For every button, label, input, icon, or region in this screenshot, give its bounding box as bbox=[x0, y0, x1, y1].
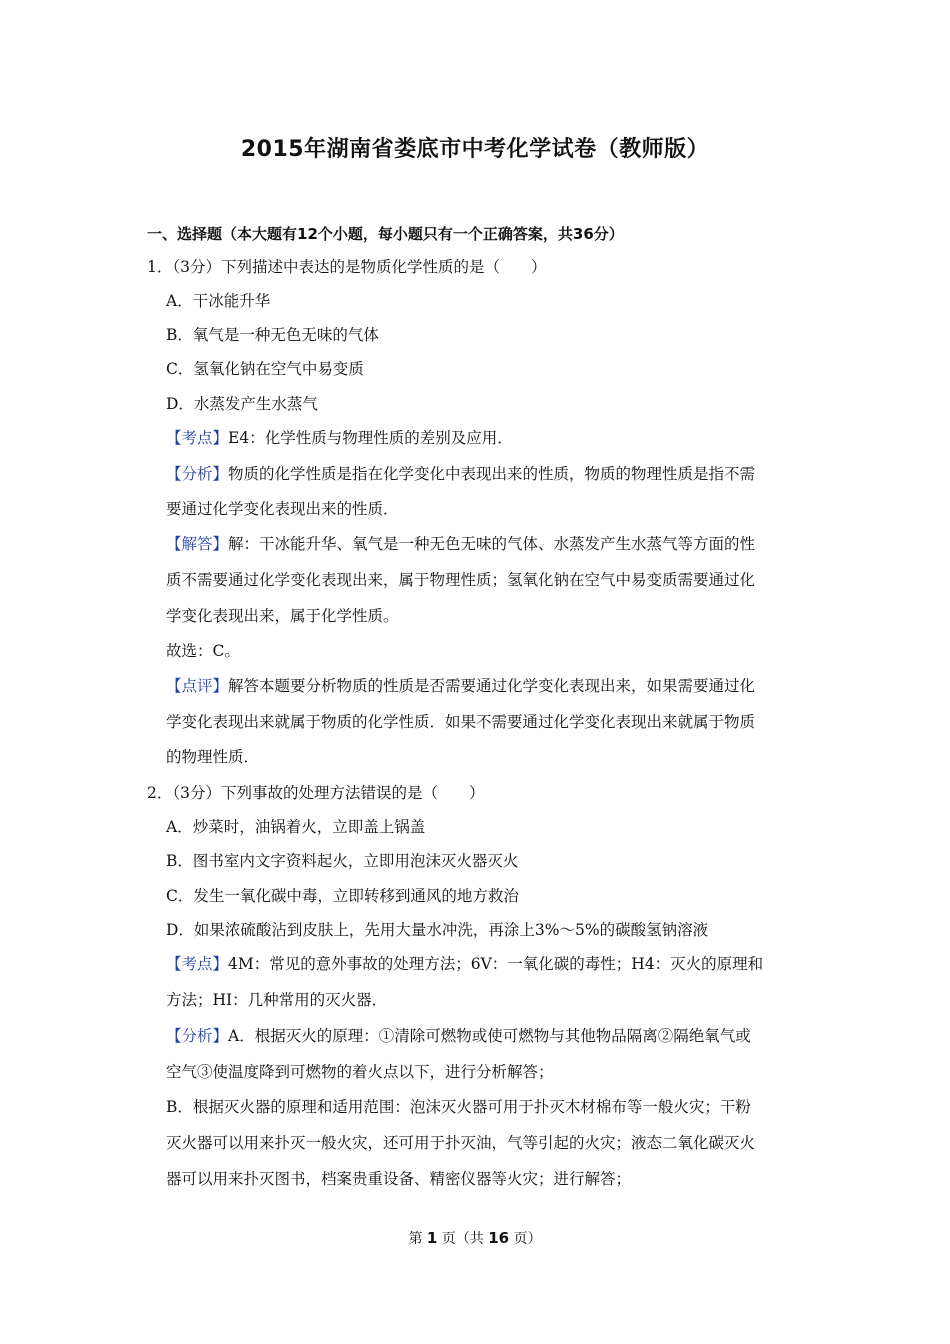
question-2-option-d: D．如果浓硫酸沾到皮肤上，先用大量水冲洗，再涂上3%～5%的碳酸氢钠溶液 bbox=[166, 921, 709, 939]
fenxi-tag: 【分析】 bbox=[166, 465, 229, 483]
fenxi-text: A．根据灭火的原理：①清除可燃物或使可燃物与其他物品隔离②隔绝氧气或 bbox=[228, 1027, 751, 1045]
dianping-text: 解答本题要分析物质的性质是否需要通过化学变化表现出来，如果需要通过化 bbox=[228, 677, 756, 695]
footer-suffix: 页） bbox=[509, 1231, 542, 1247]
section-heading: 一、选择题（本大题有12个小题，每小题只有一个正确答案，共36分） bbox=[147, 225, 624, 243]
question-2-stem: 2．（3分）下列事故的处理方法错误的是（ ） bbox=[147, 784, 485, 802]
page-total: 16 bbox=[488, 1229, 510, 1247]
question-1-jieda-cont-1: 质不需要通过化学变化表现出来，属于物理性质；氢氧化钠在空气中易变质需要通过化 bbox=[166, 571, 756, 589]
question-1-fenxi-cont: 要通过化学变化表现出来的性质． bbox=[166, 500, 399, 518]
fenxi-tag: 【分析】 bbox=[166, 1027, 229, 1045]
question-1-jieda bbox=[166, 533, 755, 555]
page-title: 2015年湖南省娄底市中考化学试卷（教师版） bbox=[240, 137, 710, 162]
question-2-kaodian bbox=[166, 953, 763, 975]
question-2-option-c: C．发生一氧化碳中毒，立即转移到通风的地方救治 bbox=[166, 887, 519, 905]
question-2-kaodian-cont: 方法；HI：几种常用的灭火器． bbox=[166, 991, 388, 1009]
page-footer bbox=[0, 1228, 950, 1248]
jieda-text: 解：干冰能升华、氧气是一种无色无味的气体、水蒸发产生水蒸气等方面的性 bbox=[228, 535, 756, 553]
footer-middle: 页（共 bbox=[437, 1231, 489, 1247]
question-1-fenxi bbox=[166, 463, 755, 485]
question-1-answer: 故选：C。 bbox=[166, 642, 240, 660]
question-2-fenxi-cont-2: B．根据灭火器的原理和适用范围：泡沫灭火器可用于扑灭木材棉布等一般火灾；干粉 bbox=[166, 1098, 751, 1116]
fenxi-text: 物质的化学性质是指在化学变化中表现出来的性质，物质的物理性质是指不需 bbox=[228, 465, 756, 483]
kaodian-text: E4：化学性质与物理性质的差别及应用． bbox=[228, 429, 513, 447]
kaodian-tag: 【考点】 bbox=[166, 429, 229, 447]
dianping-tag: 【点评】 bbox=[166, 677, 229, 695]
question-2-option-b: B．图书室内文字资料起火，立即用泡沫灭火器灭火 bbox=[166, 852, 519, 870]
footer-prefix: 第 bbox=[408, 1231, 427, 1247]
page-number: 1 bbox=[426, 1229, 438, 1247]
question-2-fenxi-cont-4: 器可以用来扑灭图书，档案贵重设备、精密仪器等火灾；进行解答； bbox=[166, 1170, 632, 1188]
question-1-dianping bbox=[166, 675, 755, 697]
question-1-kaodian bbox=[166, 427, 513, 449]
question-1-stem: 1．（3分）下列描述中表达的是物质化学性质的是（ ） bbox=[147, 258, 547, 276]
question-2-fenxi-cont-3: 灭火器可以用来扑灭一般火灾，还可用于扑灭油，气等引起的火灾；液态二氧化碳灭火 bbox=[166, 1134, 756, 1152]
question-1-option-c: C．氢氧化钠在空气中易变质 bbox=[166, 360, 364, 378]
question-1-option-d: D．水蒸发产生水蒸气 bbox=[166, 395, 318, 413]
question-2-option-a: A．炒菜时，油锅着火，立即盖上锅盖 bbox=[166, 818, 426, 836]
jieda-tag: 【解答】 bbox=[166, 535, 229, 553]
question-2-fenxi-cont-1: 空气③使温度降到可燃物的着火点以下，进行分析解答； bbox=[166, 1063, 554, 1081]
question-1-jieda-cont-2: 学变化表现出来，属于化学性质。 bbox=[166, 607, 399, 625]
question-2-fenxi bbox=[166, 1025, 751, 1047]
kaodian-tag: 【考点】 bbox=[166, 955, 229, 973]
question-1-option-a: A．干冰能升华 bbox=[166, 292, 271, 310]
question-1-dianping-cont-2: 的物理性质． bbox=[166, 748, 260, 766]
kaodian-text: 4M：常见的意外事故的处理方法；6V：一氧化碳的毒性；H4：灭火的原理和 bbox=[228, 955, 764, 973]
question-1-option-b: B．氧气是一种无色无味的气体 bbox=[166, 326, 379, 344]
question-1-dianping-cont-1: 学变化表现出来就属于物质的化学性质．如果不需要通过化学变化表现出来就属于物质 bbox=[166, 713, 756, 731]
